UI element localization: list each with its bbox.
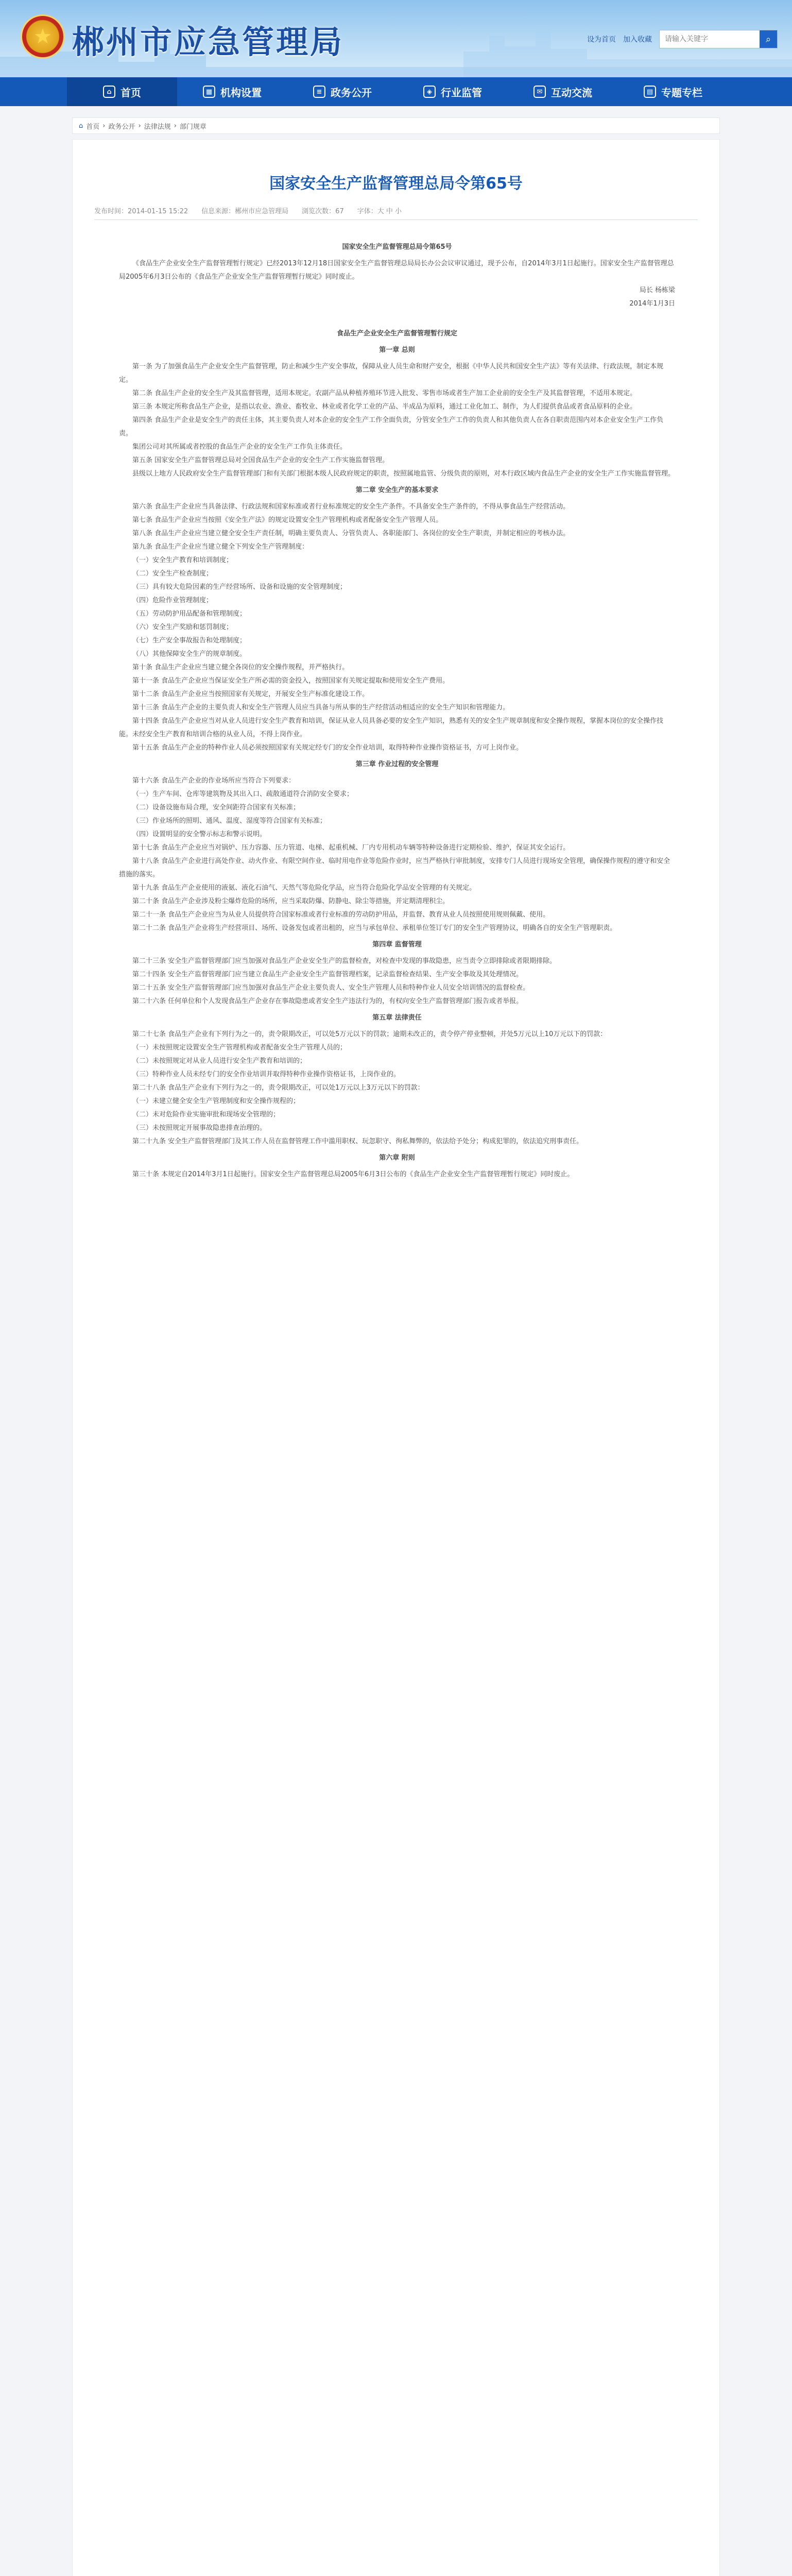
article-clause: 第二十条 食品生产企业涉及粉尘爆炸危险的场所，应当采取防爆、防静电、除尘等措施，并定期清理积尘。 [132,897,450,905]
article-clause: 第二条 食品生产企业的安全生产及其监督管理，适用本规定。农副产品从种植养殖环节进入批发、零售市场或者生产加工企业前的安全生产及其监督管理，不适用本规定。 [132,389,637,397]
article-clause: 第二十八条 食品生产企业有下列行为之一的，责令限期改正，可以处1万元以上3万元以下的罚款： [132,1084,424,1092]
article-clause: （二）未按照规定对从业人员进行安全生产教育和培训的； [132,1057,307,1065]
law-title: 食品生产企业安全生产监督管理暂行规定 [336,330,457,337]
order-intro: 《食品生产企业安全生产监督管理暂行规定》已经2013年12月18日国家安全生产监督管理总局局长办公会议审议通过，现予公布，自2014年3月1日起施行。国家安全生产监督管理总局2005年6月3日公布的《食品生产企业安全生产监督管理暂行规定》同时废止。 [119,260,674,281]
article-clause: 第十条 食品生产企业应当建立健全各岗位的安全操作规程，并严格执行。 [132,664,349,671]
article-clause: 第九条 食品生产企业应当建立健全下列安全生产管理制度： [132,543,309,551]
article-clause: 第十七条 食品生产企业应当对锅炉、压力容器、压力管道、电梯、起重机械、厂内专用机动车辆等特种设备进行定期检验、维护，保证其安全运行。 [132,844,570,852]
article-clause: 第十八条 食品生产企业进行高处作业、动火作业、有限空间作业、临时用电作业等危险作业时，应当严格执行审批制度，安排专门人员进行现场安全管理，确保操作规程的遵守和安全措施的落实。 [119,857,670,878]
chapter-title: 第二章 安全生产的基本要求 [355,486,439,494]
nav-label: 互动交流 [551,86,592,99]
article-clause: 第二十六条 任何单位和个人发现食品生产企业存在事故隐患或者安全生产违法行为的，有权向安全生产监督管理部门报告或者举报。 [132,997,523,1005]
article-clause: 第一条 为了加强食品生产企业安全生产监督管理，防止和减少生产安全事故，保障从业人员生命和财产安全，根据《中华人民共和国安全生产法》等有关法律、行政法规，制定本规定。 [119,363,664,384]
publish-date: 发布时间：2014-01-15 15:22 [94,208,188,215]
grid-icon: ▤ [644,86,656,98]
article-clause: （六）安全生产奖励和惩罚制度； [132,623,233,631]
breadcrumb: ⌂ 首页 › 政务公开 › 法律法规 › 部门规章 [72,117,720,134]
chat-icon: ✉ [533,86,546,98]
search-input[interactable] [660,30,760,48]
article-clause: 第十九条 食品生产企业使用的液氨、液化石油气、天然气等危险化学品，应当符合危险化学品安全管理的有关规定。 [132,884,476,892]
article-clause: 第二十三条 安全生产监督管理部门应当加强对食品生产企业安全生产的监督检查，对检查中发现的事故隐患，应当责令立即排除或者限期排除。 [132,957,557,965]
article-clause: 第三条 本规定所称食品生产企业，是指以农业、渔业、畜牧业、林业或者化学工业的产品、半成品为原料，通过工业化加工、制作，为人们提供食品或者食品原料的企业。 [132,403,637,411]
view-count: 浏览次数：67 [302,208,344,215]
nav-label: 首页 [120,86,141,99]
article-clause: （一）生产车间、仓库等建筑物及其出入口、疏散通道符合消防安全要求； [132,790,354,798]
article-clause: 第二十七条 食品生产企业有下列行为之一的，责令限期改正，可以处5万元以下的罚款；逾期未改正的，责令停产停业整顿，并处5万元以上10万元以下的罚款： [132,1030,607,1038]
article-clause: （三）作业场所的照明、通风、温度、湿度等符合国家有关标准； [132,817,327,825]
home-icon: ⌂ [103,86,115,98]
chapter-title: 第六章 附则 [379,1154,415,1162]
article-clause: 第二十五条 安全生产监督管理部门应当加强对食品生产企业主要负责人、安全生产管理人员和特种作业人员安全培训情况的监督检查。 [132,984,530,992]
article-clause: 第三十条 本规定自2014年3月1日起施行。国家安全生产监督管理总局2005年6月3日公布的《食品生产企业安全生产监督管理暂行规定》同时废止。 [132,1171,574,1178]
article-clause: （八）其他保障安全生产的规章制度。 [132,650,247,658]
breadcrumb-home[interactable]: 首页 [86,123,100,131]
article-clause: 第十二条 食品生产企业应当按照国家有关规定，开展安全生产标准化建设工作。 [132,690,369,698]
site-title: 郴州市应急管理局 [72,23,345,61]
chapter-title: 第五章 法律责任 [372,1014,422,1022]
article-clause: 集团公司对其所属或者控股的食品生产企业的安全生产工作负主体责任。 [132,443,347,451]
breadcrumb-rules[interactable]: 部门规章 [179,123,206,131]
article-clause: 第七条 食品生产企业应当按照《安全生产法》的规定设置安全生产管理机构或者配备安全生产管理人员。 [132,516,443,524]
main-nav [0,77,792,106]
order-signature: 局长 杨栋梁 [639,286,675,294]
article-clause: 第八条 食品生产企业应当建立健全安全生产责任制，明确主要负责人、分管负责人、各职能部门、各岗位的安全生产职责，并制定相应的考核办法。 [132,530,570,537]
article-clause: 第四条 食品生产企业是安全生产的责任主体，其主要负责人对本企业的安全生产工作全面负责，分管安全生产工作的负责人和其他负责人在各自职责范围内对本企业安全生产工作负责。 [119,416,664,437]
order-heading: 国家安全生产监督管理总局令第65号 [342,243,452,251]
breadcrumb-public[interactable]: 政务公开 [108,123,135,131]
article-meta [94,201,698,220]
nav-label: 行业监管 [441,86,482,99]
org-icon: ▦ [203,86,215,98]
article-clause: （一）未按照规定设置安全生产管理机构或者配备安全生产管理人员的； [132,1044,347,1052]
nav-item-topics[interactable] [618,77,728,106]
article-clause: （四）危险作业管理制度； [132,597,213,604]
article-clause: （七）生产安全事故报告和处理制度； [132,637,247,645]
article-clause: 第二十四条 安全生产监督管理部门应当建立食品生产企业安全生产监督管理档案，记录监督检查结果、生产安全事故及其处理情况。 [132,971,523,978]
search-icon[interactable]: ⌕ [760,30,777,48]
article-clause: 第十一条 食品生产企业应当保证安全生产所必需的资金投入，按照国家有关规定提取和使用安全生产费用。 [132,677,450,685]
article-clause: 第十四条 食品生产企业应当对从业人员进行安全生产教育和培训，保证从业人员具备必要的安全生产知识，熟悉有关的安全生产规章制度和安全操作规程，掌握本岗位的安全操作技能。未经安全生产教育和培训合格的从业人员，不得上岗作业。 [119,717,664,738]
shield-icon: ◈ [423,86,436,98]
article-clause: （四）设置明显的安全警示标志和警示说明。 [132,831,267,838]
chapter-list [119,344,675,1181]
national-emblem-icon: ★ [21,14,65,59]
breadcrumb-laws[interactable]: 法律法规 [144,123,171,131]
article-clause: 第二十一条 食品生产企业应当为从业人员提供符合国家标准或者行业标准的劳动防护用品，并监督、教育从业人员按照使用规则佩戴、使用。 [132,911,550,919]
article-clause: （三）未按照规定开展事故隐患排查治理的。 [132,1124,267,1132]
article-clause: （二）未对危险作业实施审批和现场安全管理的； [132,1111,280,1118]
article-body [119,238,675,1181]
set-homepage-link[interactable]: 设为首页 [587,36,616,44]
chapter-title: 第三章 作业过程的安全管理 [355,760,439,768]
article-clause: 第十五条 食品生产企业的特种作业人员必须按照国家有关规定经专门的安全作业培训，取得特种作业操作资格证书，方可上岗作业。 [132,744,523,752]
article-clause: 第二十九条 安全生产监督管理部门及其工作人员在监督管理工作中滥用职权、玩忽职守、徇私舞弊的，依法给予处分；构成犯罪的，依法追究刑事责任。 [132,1138,583,1145]
chapter-title: 第一章 总则 [379,346,415,354]
article-clause: 第十六条 食品生产企业的作业场所应当符合下列要求： [132,777,296,785]
article-clause: （二）设备设施布局合理，安全间距符合国家有关标准； [132,804,300,811]
nav-item-interaction[interactable] [508,77,618,106]
article-clause: 第二十二条 食品生产企业将生产经营项目、场所、设备发包或者出租的，应当与承包单位、承租单位签订专门的安全生产管理协议，明确各自的安全生产管理职责。 [132,924,617,932]
info-source: 信息来源：郴州市应急管理局 [201,208,289,215]
article-clause: 县级以上地方人民政府安全生产监督管理部门和有关部门根据本级人民政府规定的职责，按照属地监管、分级负责的原则，对本行政区域内食品生产企业的安全生产工作实施监督管理。 [132,470,675,478]
nav-label: 机构设置 [220,86,262,99]
article-clause: 第十三条 食品生产企业的主要负责人和安全生产管理人员应当具备与所从事的生产经营活动相适应的安全生产知识和管理能力。 [132,704,510,711]
location-icon: ⌂ [79,122,83,130]
site-header [0,0,792,77]
doc-icon: ≡ [313,86,325,98]
article-clause: 第五条 国家安全生产监督管理总局对全国食品生产企业的安全生产工作实施监督管理。 [132,456,389,464]
nav-label: 专题专栏 [661,86,702,99]
header-tools [587,30,778,48]
search-box [659,30,778,48]
nav-item-public[interactable] [287,77,398,106]
font-size-switch[interactable]: 字体：大 中 小 [357,208,402,215]
add-favorite-link[interactable]: 加入收藏 [623,36,652,44]
order-date: 2014年1月3日 [629,300,675,308]
nav-item-home[interactable] [67,77,177,106]
article-clause: （一）未建立健全安全生产管理制度和安全操作规程的； [132,1097,300,1105]
article-clause: （三）具有较大危险因素的生产经营场所、设备和设施的安全管理制度； [132,583,347,591]
nav-item-org[interactable] [177,77,287,106]
article-panel [72,139,720,2576]
article-clause: （二）安全生产检查制度； [132,570,213,578]
article-clause: 第六条 食品生产企业应当具备法律、行政法规和国家标准或者行业标准规定的安全生产条件。不具备安全生产条件的，不得从事食品生产经营活动。 [132,503,570,511]
nav-item-supervision[interactable] [398,77,508,106]
article-title: 国家安全生产监督管理总局令第65号 [269,175,523,193]
article-clause: （五）劳动防护用品配备和管理制度； [132,610,247,618]
chapter-title: 第四章 监督管理 [372,941,422,948]
article-clause: （一）安全生产教育和培训制度； [132,556,233,564]
article-clause: （三）特种作业人员未经专门的安全作业培训并取得特种作业操作资格证书，上岗作业的。 [132,1071,401,1078]
nav-label: 政务公开 [331,86,372,99]
